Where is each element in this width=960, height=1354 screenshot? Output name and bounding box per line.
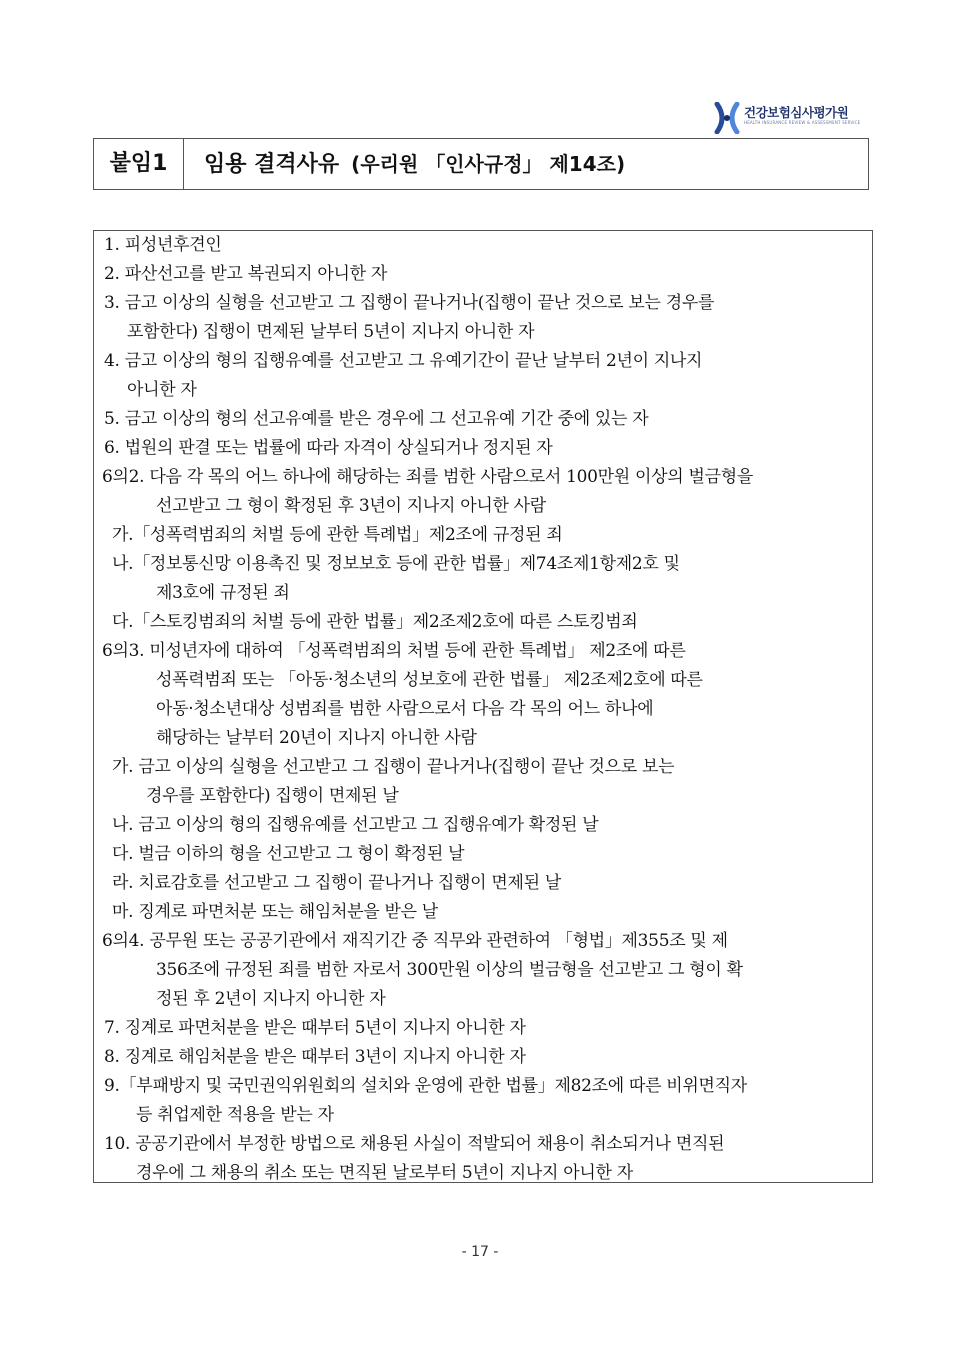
list-item: 다. 벌금 이하의 형을 선고받고 그 형이 확정된 날 (112, 844, 465, 864)
list-item: 356조에 규정된 죄를 범한 자로서 300만원 이상의 벌금형을 선고받고 그 형이 확 (156, 960, 743, 980)
list-item: 아니한 자 (127, 380, 197, 400)
page-title (204, 139, 625, 189)
logo-name: 건강보험심사평가원 (744, 105, 849, 120)
logo-subtitle: HEALTH INSURANCE REVIEW & ASSESSMENT SERVICE (744, 120, 861, 125)
list-item: 나.「정보통신망 이용촉진 및 정보보호 등에 관한 법률」제74조제1항제2호 및 (112, 554, 680, 574)
title-box (93, 138, 869, 190)
list-item: 가. 금고 이상의 실형을 선고받고 그 집행이 끝나거나(집행이 끝난 것으로 보는 (112, 757, 675, 777)
list-item: 4. 금고 이상의 형의 집행유예를 선고받고 그 유예기간이 끝난 날부터 2년이 지나지 (104, 351, 703, 371)
list-item: 6의3. 미성년자에 대하여 「성폭력범죄의 처벌 등에 관한 특례법」 제2조에 따른 (102, 641, 686, 661)
disqualification-list (93, 230, 873, 1183)
list-item: 경우에 그 채용의 취소 또는 면직된 날로부터 5년이 지나지 아니한 자 (136, 1163, 633, 1183)
list-item: 제3호에 규정된 죄 (156, 583, 290, 603)
list-item: 6. 법원의 판결 또는 법률에 따라 자격이 상실되거나 정지된 자 (104, 438, 553, 458)
list-item: 아동·청소년대상 성범죄를 범한 사람으로서 다음 각 목의 어느 하나에 (156, 699, 654, 719)
list-item: 나. 금고 이상의 형의 집행유예를 선고받고 그 집행유예가 확정된 날 (112, 815, 599, 835)
logo-mark-icon (714, 102, 740, 134)
list-item: 3. 금고 이상의 실형을 선고받고 그 집행이 끝나거나(집행이 끝난 것으로 보는 경우를 (104, 293, 715, 313)
list-item: 등 취업제한 적용을 받는 자 (136, 1105, 334, 1125)
list-item: 다.「스토킹범죄의 처벌 등에 관한 법률」제2조제2호에 따른 스토킹범죄 (112, 612, 638, 632)
list-item: 9.「부패방지 및 국민권익위원회의 설치와 운영에 관한 법률」제82조에 따른 비위면직자 (104, 1076, 747, 1096)
list-item: 라. 치료감호를 선고받고 그 집행이 끝나거나 집행이 면제된 날 (112, 873, 561, 893)
page-title-main: 임용 결격사유 (204, 152, 340, 177)
list-item: 10. 공공기관에서 부정한 방법으로 채용된 사실이 적발되어 채용이 취소되거나 면직된 (104, 1134, 725, 1154)
list-item: 경우를 포함한다) 집행이 면제된 날 (146, 786, 399, 806)
list-item: 해당하는 날부터 20년이 지나지 아니한 사람 (156, 728, 477, 748)
list-item: 마. 징계로 파면처분 또는 해임처분을 받은 날 (112, 902, 438, 922)
list-item: 8. 징계로 해임처분을 받은 때부터 3년이 지나지 아니한 자 (104, 1047, 526, 1067)
list-item: 포함한다) 집행이 면제된 날부터 5년이 지나지 아니한 자 (127, 322, 535, 342)
list-item: 1. 피성년후견인 (104, 235, 222, 255)
page-number: - 17 - (461, 1244, 499, 1260)
organization-logo (714, 100, 864, 136)
list-item: 선고받고 그 형이 확정된 후 3년이 지나지 아니한 사람 (156, 496, 546, 516)
list-item: 정된 후 2년이 지나지 아니한 자 (156, 989, 386, 1009)
list-item: 6의4. 공무원 또는 공공기관에서 재직기간 중 직무와 관련하여 「형법」제355조 및 제 (102, 931, 728, 951)
list-item: 6의2. 다음 각 목의 어느 하나에 해당하는 죄를 범한 사람으로서 100만원 이상의 벌금형을 (102, 467, 753, 487)
list-item: 가.「성폭력범죄의 처벌 등에 관한 특례법」제2조에 규정된 죄 (112, 525, 563, 545)
list-item: 2. 파산선고를 받고 복권되지 아니한 자 (104, 264, 387, 284)
list-item: 7. 징계로 파면처분을 받은 때부터 5년이 지나지 아니한 자 (104, 1018, 526, 1038)
list-item: 5. 금고 이상의 형의 선고유예를 받은 경우에 그 선고유예 기간 중에 있는 자 (104, 409, 649, 429)
page-title-reference: (우리원 「인사규정」 제14조) (351, 152, 626, 176)
list-item: 성폭력범죄 또는 「아동·청소년의 성보호에 관한 법률」 제2조제2호에 따른 (156, 670, 703, 690)
attachment-tag: 붙임1 (94, 139, 184, 189)
